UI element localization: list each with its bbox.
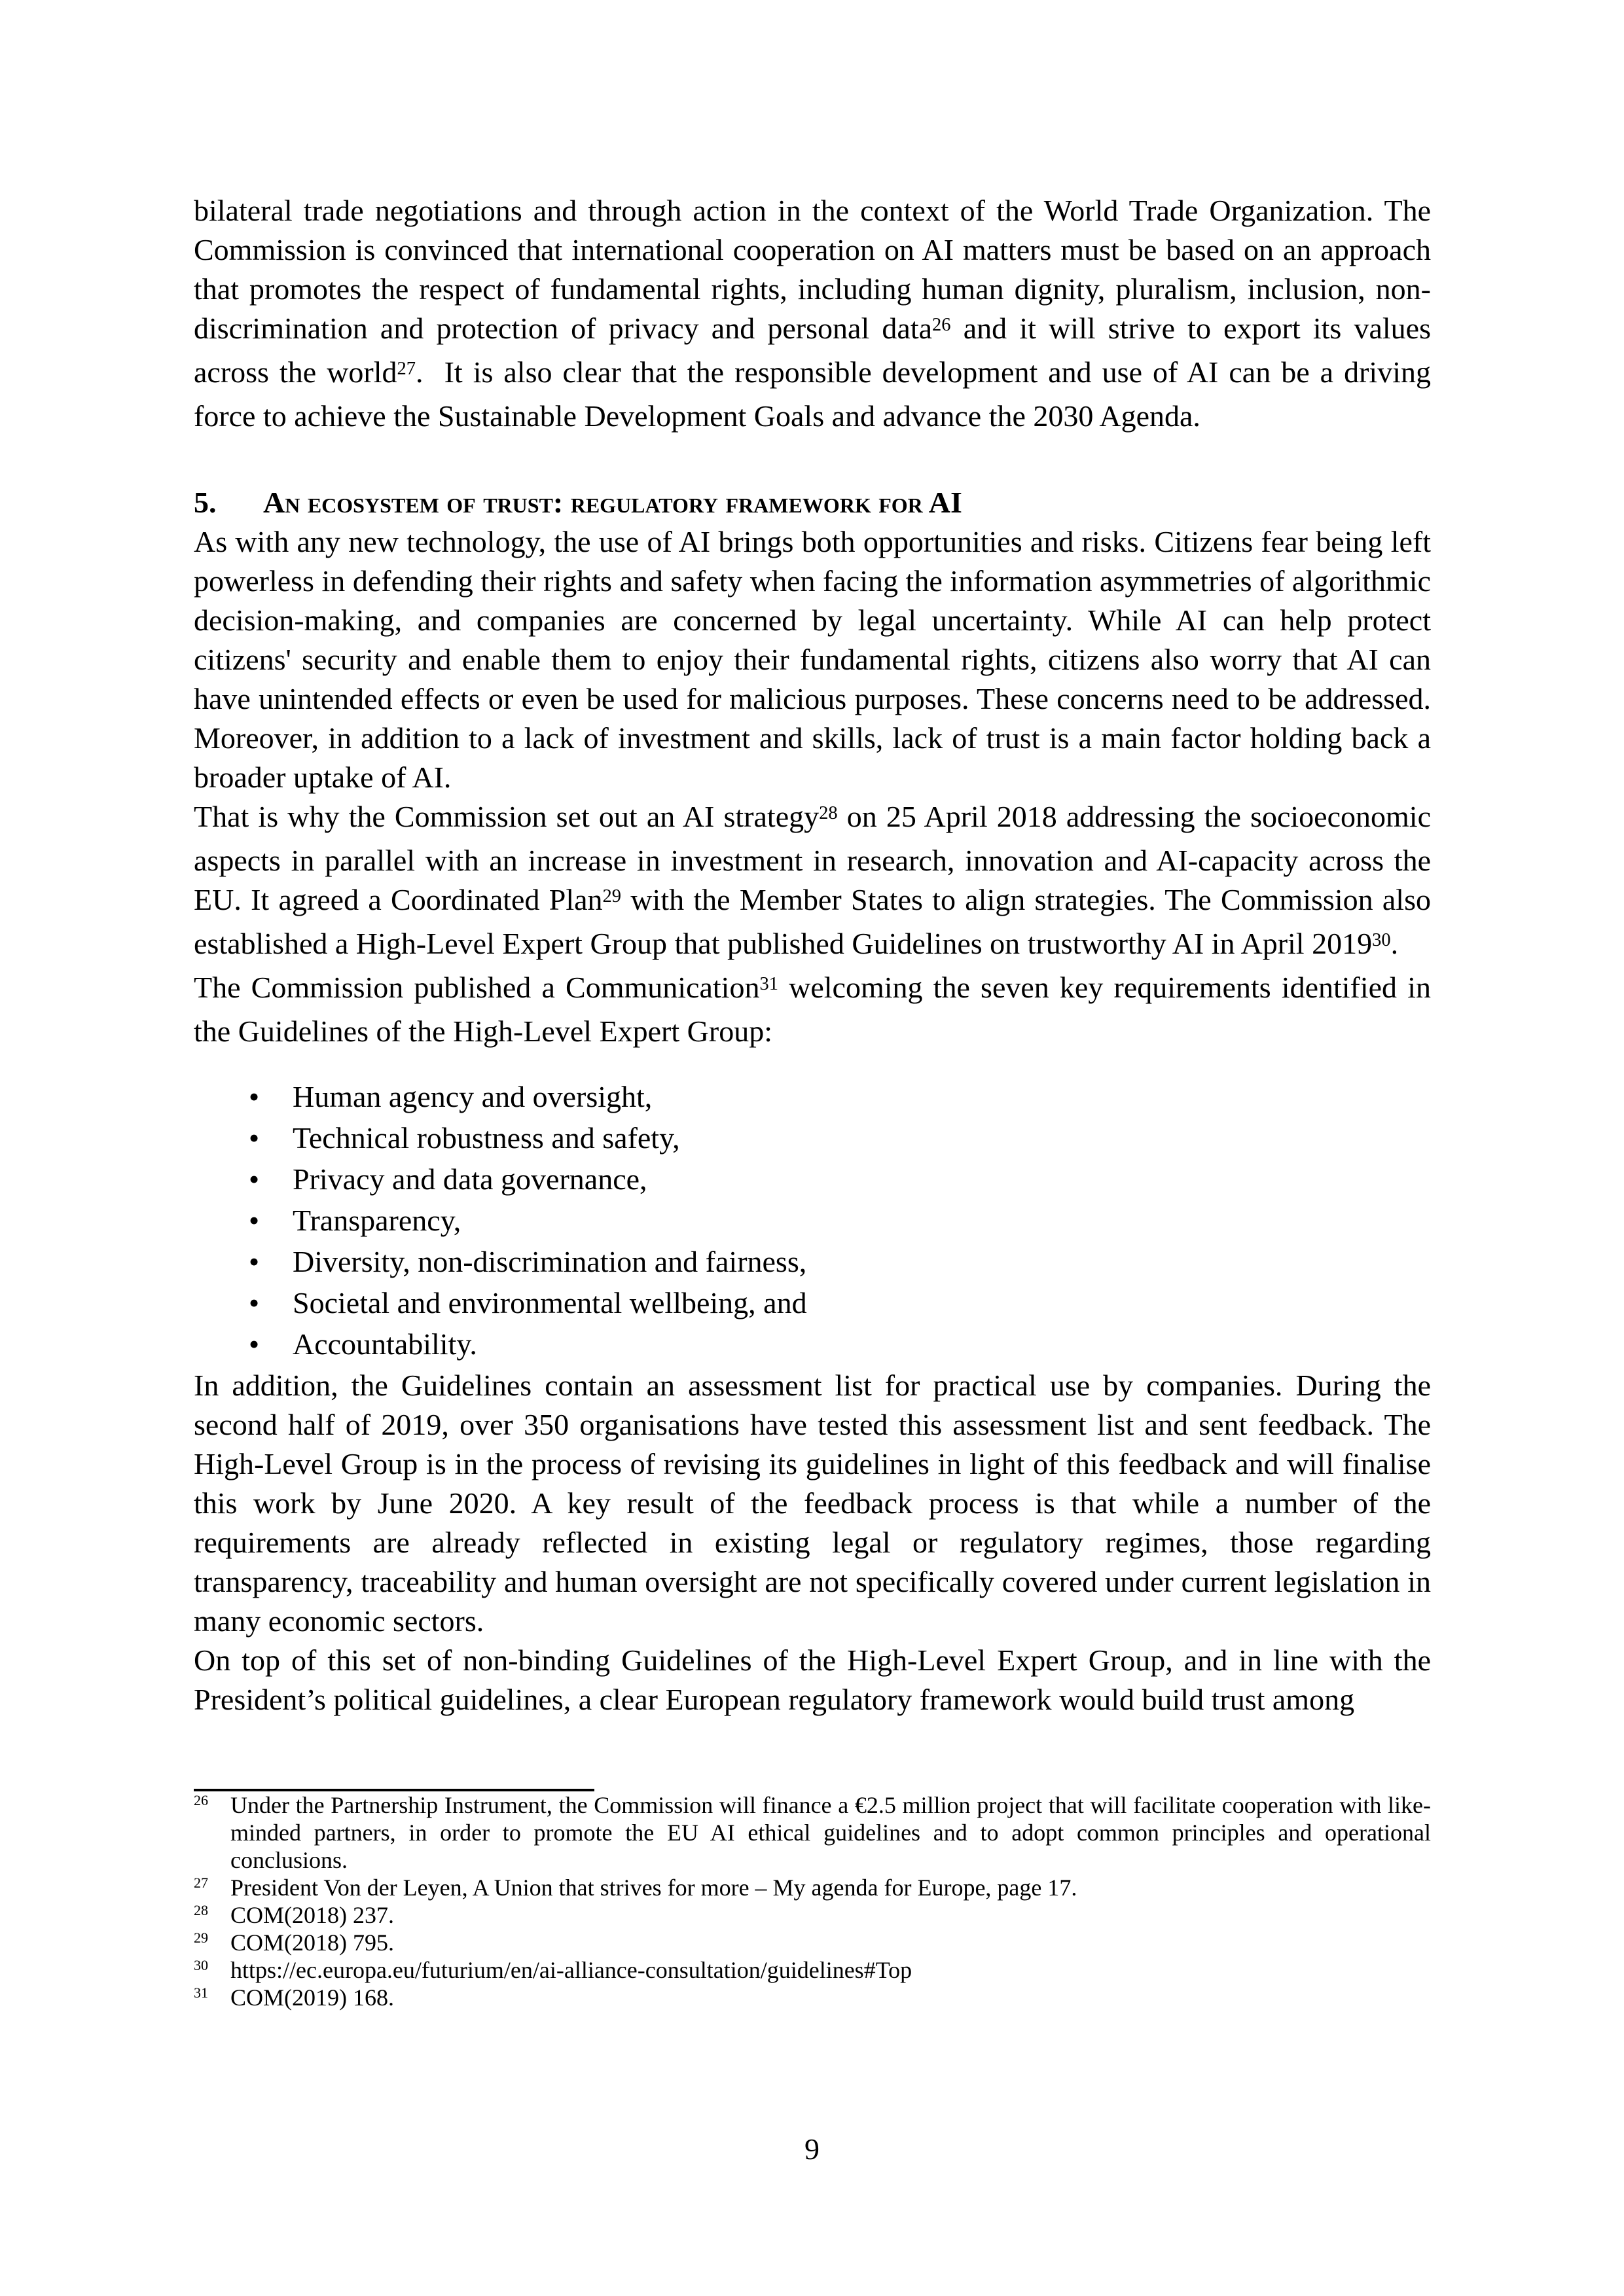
footnote-ref: 31 <box>759 974 778 995</box>
footnote-text: President Von der Leyen, A Union that strives for more – My agenda for Europe, page 17. <box>230 1874 1077 1901</box>
footnote-text: COM(2018) 795. <box>230 1929 394 1956</box>
bullet-item <box>194 1242 1431 1282</box>
section-number: 5. <box>194 486 217 519</box>
paragraph-assessment-list <box>194 1366 1431 1641</box>
bullet-item <box>194 1201 1431 1240</box>
bullet-icon: • <box>249 1286 260 1319</box>
bullet-list <box>194 1077 1431 1364</box>
text-run: In addition, the Guidelines contain an assessment list for practical use by companies. During the second half of 2019, over 350 organisations have tested this assessment list and sent feedback. The High-Level Group is in the process of revising its guidelines in light of this feedback and will finalise this work by June 2020. A key result of the feedback process is that while a number of the requirements are already reflected in existing legal or regulatory regimes, those regarding transparency, traceability and human oversight are not specifically covered under current legislation in many economic sectors. <box>194 1369 1431 1638</box>
footnote-marker: 26 <box>194 1792 208 1808</box>
paragraph-regulatory-framework <box>194 1641 1431 1719</box>
text-run: welcoming the seven key requirements identified in the Guidelines of the High-Level Expert Group: <box>194 971 1431 1048</box>
bullet-icon: • <box>249 1327 260 1361</box>
bullet-item-label: Transparency, <box>293 1204 461 1237</box>
footnote-text: https://ec.europa.eu/futurium/en/ai-alliance-consultation/guidelines#Top <box>230 1957 912 1983</box>
footnote <box>194 1791 1431 1874</box>
bullet-item-label: Privacy and data governance, <box>293 1162 647 1196</box>
text-run: . <box>1390 927 1399 960</box>
bullet-item <box>194 1119 1431 1158</box>
footnote-marker: 28 <box>194 1902 208 1918</box>
footnote <box>194 1929 1431 1956</box>
footnote <box>194 1874 1431 1901</box>
bullet-item-label: Technical robustness and safety, <box>293 1121 680 1155</box>
footnote-ref: 26 <box>932 315 951 336</box>
footnote-ref: 30 <box>1372 930 1391 951</box>
paragraph-trade-negotiations <box>194 191 1431 436</box>
bullet-item-label: Accountability. <box>293 1327 477 1361</box>
text-run: on 25 April 2018 addressing the socioeconomic aspects in parallel with an increase in investment in research, innovation and AI-capacity across the EU. It agreed a Coordinated Plan <box>194 800 1431 916</box>
bullet-icon: • <box>249 1080 260 1113</box>
bullet-item <box>194 1283 1431 1323</box>
footnote-marker: 29 <box>194 1929 208 1946</box>
text-run: That is why the Commission set out an AI strategy <box>194 800 820 833</box>
footnote-ref: 27 <box>397 359 416 380</box>
footnote-text: COM(2019) 168. <box>230 1984 394 2011</box>
footnotes <box>194 1791 1431 2011</box>
bullet-icon: • <box>249 1204 260 1237</box>
bullet-item-label: Diversity, non-discrimination and fairness, <box>293 1245 807 1278</box>
footnote-ref: 28 <box>819 803 838 824</box>
text-run: with the Member States to align strategies. The Commission also established a High-Level Expert Group that published Guidelines on trustworthy AI in April 2019 <box>194 883 1431 960</box>
text-column <box>194 191 1431 2011</box>
bullet-icon: • <box>249 1245 260 1278</box>
footnote-marker: 30 <box>194 1957 208 1973</box>
bullet-item <box>194 1160 1431 1199</box>
footnote <box>194 1984 1431 2011</box>
section-title: An ecosystem of trust: regulatory framework for AI <box>263 486 962 519</box>
text-run: On top of this set of non-binding Guidelines of the High-Level Expert Group, and in line with the President’s political guidelines, a clear European regulatory framework would build trust among <box>194 1643 1431 1716</box>
text-run: bilateral trade negotiations and through action in the context of the World Trade Organization. The Commission is convinced that international cooperation on AI matters must be based on an approach that promotes the respect of fundamental rights, including human dignity, pluralism, inclusion, non-discrimination and protection of privacy and personal data <box>194 194 1431 345</box>
section-heading <box>194 483 1431 522</box>
page-number: 9 <box>804 2132 820 2166</box>
footnote-text: Under the Partnership Instrument, the Commission will finance a €2.5 million project that will facilitate cooperation with like-minded partners, in order to promote the EU AI ethical guidelines and to adopt common principles and operational conclusions. <box>230 1792 1431 1873</box>
bullet-item <box>194 1077 1431 1117</box>
bullet-icon: • <box>249 1162 260 1196</box>
footnote <box>194 1901 1431 1929</box>
bullet-icon: • <box>249 1121 260 1155</box>
text-run: As with any new technology, the use of AI brings both opportunities and risks. Citizens fear being left powerless in defending their rights and safety when facing the information asymmetries of algorithmic decision-making, and companies are concerned by legal uncertainty. While AI can help protect citizens' security and enable them to enjoy their fundamental rights, citizens also worry that AI can have unintended effects or even be used for malicious purposes. These concerns need to be addressed. Moreover, in addition to a lack of investment and skills, lack of trust is a main factor holding back a broader uptake of AI. <box>194 525 1431 794</box>
footnote-ref: 29 <box>602 886 622 907</box>
paragraph-opportunities-risks <box>194 522 1431 797</box>
bullet-item-label: Societal and environmental wellbeing, and <box>293 1286 807 1319</box>
paragraph-communication <box>194 968 1431 1051</box>
paragraph-ai-strategy <box>194 797 1431 968</box>
footnote <box>194 1956 1431 1984</box>
bullet-item <box>194 1325 1431 1364</box>
text-run: and it will strive to export its values across the world <box>194 312 1431 389</box>
footnote-marker: 27 <box>194 1874 208 1891</box>
text-run: . It is also clear that the responsible development and use of AI can be a driving force to achieve the Sustainable Development Goals and advance the 2030 Agenda. <box>194 355 1431 433</box>
footnote-text: COM(2018) 237. <box>230 1902 394 1928</box>
text-run: The Commission published a Communication <box>194 971 760 1004</box>
bullet-item-label: Human agency and oversight, <box>293 1080 653 1113</box>
footnote-marker: 31 <box>194 1984 208 2001</box>
